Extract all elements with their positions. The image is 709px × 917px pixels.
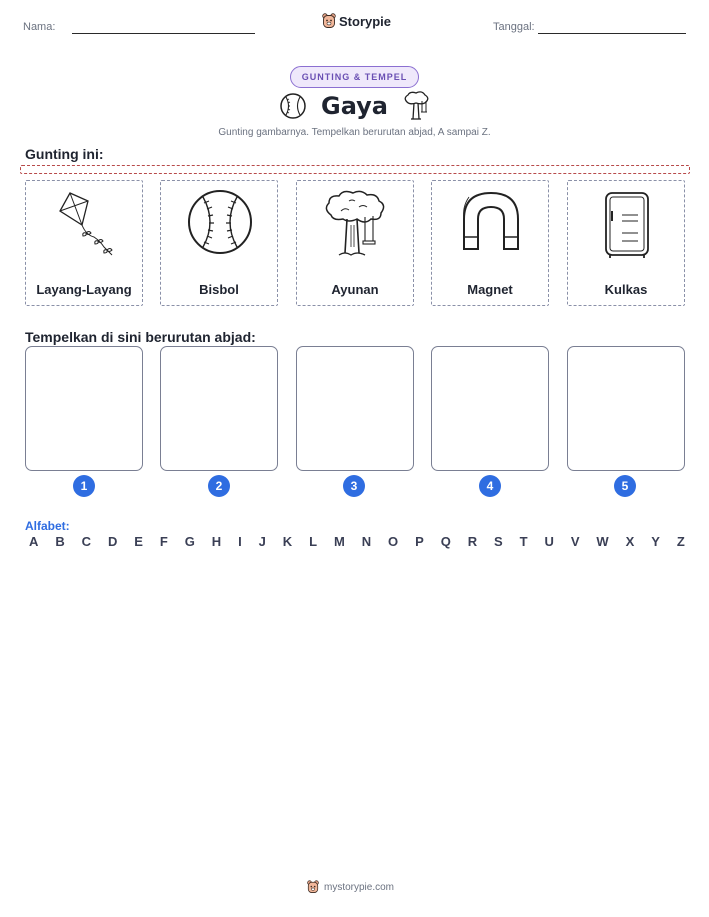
name-label: Nama: xyxy=(23,21,56,33)
activity-badge: GUNTING & TEMPEL xyxy=(290,66,419,88)
alphabet-letter: E xyxy=(134,534,143,549)
alphabet-letter: W xyxy=(596,534,609,549)
alphabet-letter: O xyxy=(388,534,399,549)
slot-number-2: 2 xyxy=(208,475,230,497)
alphabet-letter: D xyxy=(107,534,118,549)
card-label: Ayunan xyxy=(331,282,379,297)
cut-card-baseball[interactable] xyxy=(160,180,278,306)
paste-slot-3[interactable] xyxy=(296,346,414,471)
alphabet-letter: Z xyxy=(676,534,685,549)
storypie-bear-icon xyxy=(307,880,319,894)
paste-slot-4[interactable] xyxy=(431,346,549,471)
alphabet-letter: P xyxy=(415,534,424,549)
magnet-icon xyxy=(456,189,526,259)
name-line[interactable] xyxy=(72,33,255,34)
date-line[interactable] xyxy=(538,33,686,34)
alphabet-letter: H xyxy=(211,534,222,549)
cut-heading: Gunting ini: xyxy=(25,146,104,162)
alphabet-letter: B xyxy=(55,534,65,549)
tree-swing-icon xyxy=(321,189,391,259)
alphabet-letter: U xyxy=(544,534,554,549)
brand-logo xyxy=(322,13,391,29)
slot-number-3: 3 xyxy=(343,475,365,497)
alphabet-letter: V xyxy=(570,534,580,549)
brand-name: Storypie xyxy=(339,13,392,29)
paste-slot-1[interactable] xyxy=(25,346,143,471)
alphabet-letter: R xyxy=(467,534,478,549)
alphabet-letter: N xyxy=(361,534,372,549)
cut-card-magnet[interactable] xyxy=(431,180,549,306)
storypie-bear-icon xyxy=(322,13,336,29)
footer xyxy=(307,880,394,894)
cut-line xyxy=(20,165,690,174)
card-label: Kulkas xyxy=(604,282,648,297)
alphabet-letter: C xyxy=(81,534,92,549)
footer-url: mystorypie.com xyxy=(324,881,395,893)
slot-number-5: 5 xyxy=(614,475,636,497)
cut-card-swing[interactable] xyxy=(296,180,414,306)
alphabet-letter: J xyxy=(258,534,266,549)
alphabet-letter: Q xyxy=(440,534,451,549)
alphabet-letter: G xyxy=(184,534,195,549)
alphabet-letter: A xyxy=(29,534,39,549)
alphabet-heading: Alfabet: xyxy=(25,519,70,533)
instruction-text: Gunting gambarnya. Tempelkan berurutan abjad, A sampai Z. xyxy=(218,127,491,138)
alphabet-letter: T xyxy=(519,534,528,549)
cut-card-kite[interactable] xyxy=(25,180,143,306)
alphabet-letter: L xyxy=(309,534,318,549)
alphabet-letter: Y xyxy=(651,534,660,549)
alphabet-letter: K xyxy=(282,534,293,549)
kite-icon xyxy=(50,189,120,259)
alphabet-letter: I xyxy=(238,534,242,549)
tree-swing-title-icon xyxy=(401,90,431,122)
alphabet-letter: F xyxy=(159,534,168,549)
baseball-icon xyxy=(185,189,255,259)
slot-number-4: 4 xyxy=(479,475,501,497)
cut-card-fridge[interactable] xyxy=(567,180,685,306)
card-label: Magnet xyxy=(467,282,513,297)
alphabet-letter: M xyxy=(333,534,345,549)
date-label: Tanggal: xyxy=(493,21,535,33)
alphabet-letter: S xyxy=(494,534,503,549)
alphabet-row xyxy=(29,534,685,549)
card-label: Bisbol xyxy=(199,282,239,297)
paste-heading: Tempelkan di sini berurutan abjad: xyxy=(25,329,256,345)
fridge-icon xyxy=(592,189,662,259)
alphabet-letter: X xyxy=(625,534,635,549)
slot-number-1: 1 xyxy=(73,475,95,497)
card-label: Layang-Layang xyxy=(36,282,132,297)
paste-slot-5[interactable] xyxy=(567,346,685,471)
paste-slot-2[interactable] xyxy=(160,346,278,471)
page-title: Gaya xyxy=(321,92,388,120)
